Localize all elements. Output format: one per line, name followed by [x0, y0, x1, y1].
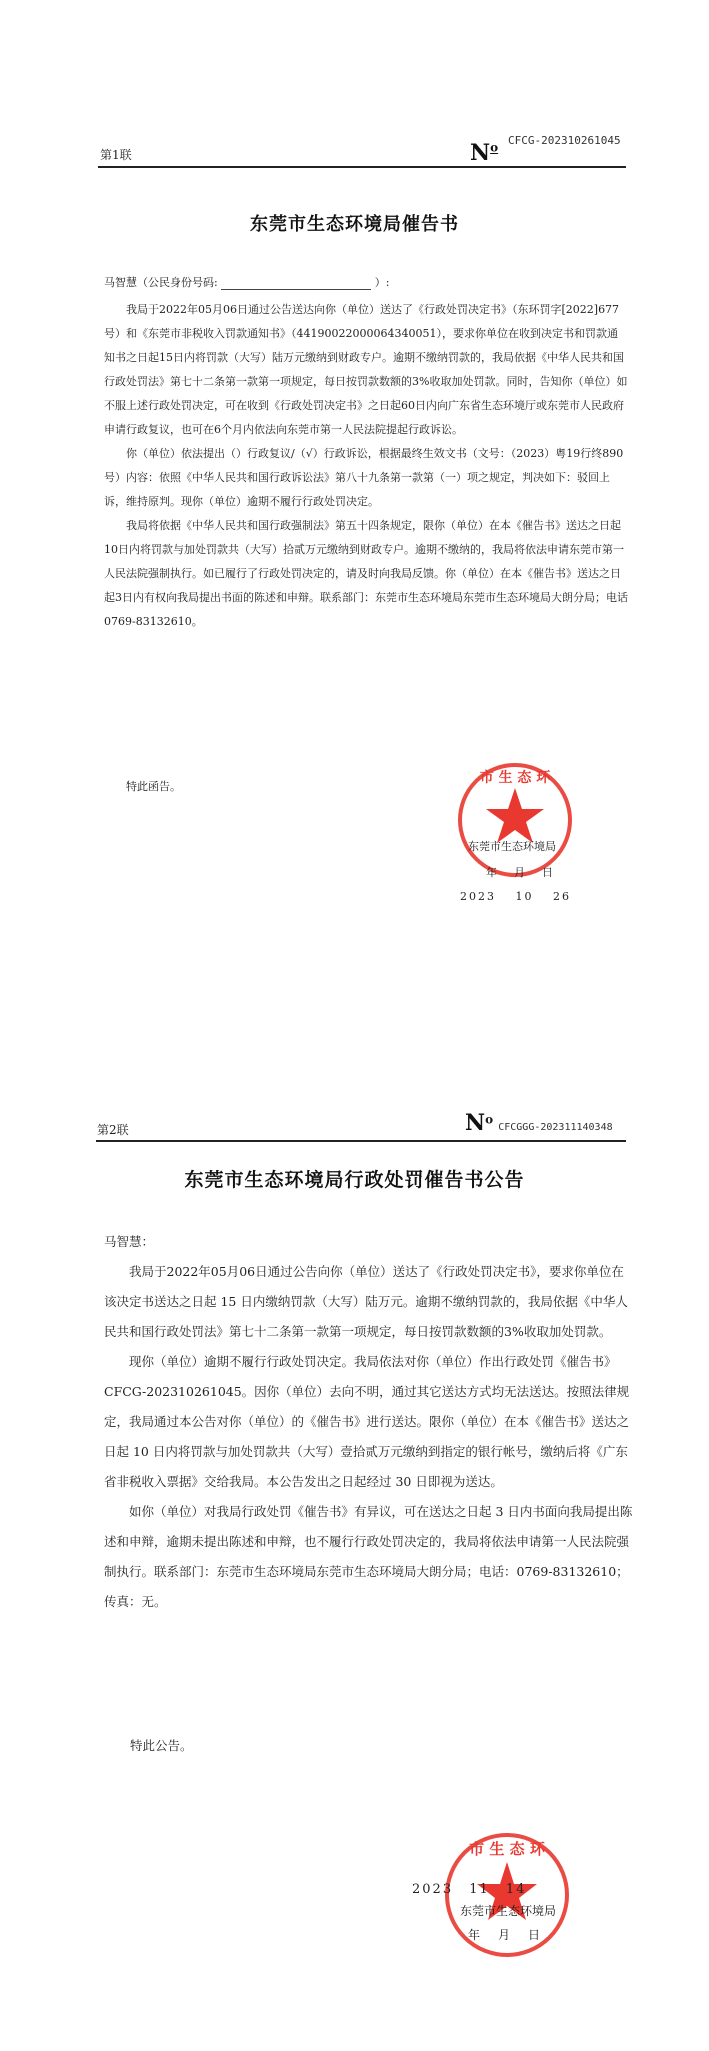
signatory: 东莞市生态环境局: [468, 840, 556, 853]
closing-text: 特此公告。: [130, 1738, 193, 1753]
serial-code: CFCG-202310261045: [508, 134, 621, 147]
paragraph: 我局于2022年05月06日通过公告送达向你（单位）送达了《行政处罚决定书》（东环罚字[2022]677号）和《东莞市非税收入罚款通知书》（441900220000643400​51），要求你单位在收到决定书和罚款通知书之日起15日内将罚款（大写）陆万元缴纳到财政专户。逾期不缴纳罚款的，我局依据《中华人民共和国行政处罚法》第七十二条第一款第一项规定，每日按罚款数额的3%收取加处罚款。同时，告知你（单位）如不服上述行政处罚决定，可在收到《行政处罚决定书》之日起60日内向广东省生态环境厅或东莞市人民政府申请行政复议，也可在6个月内依法向东莞市第一人民法院提起行政诉讼。: [104, 303, 628, 436]
copy-label: 第2联: [97, 1123, 129, 1137]
paragraph: 现你（单位）逾期不履行行政处罚决定。我局依法对你（单位）作出行政处罚《催告书》CFCG-202310261045。因你（单位）去向不明，通过其它送达方式均无法送达。按照法律规定，我局通过本公告对你（单位）的《催告书》进行送达。限你（单位）在本《催告书》送达之日起 10 日内将罚款与加处罚款共（大写）壹拾贰万元缴纳到指定的银行帐号，缴纳后将《广东省非税收入票据》交给我局。本公告发出之日起经过 30 日即视为送达。: [104, 1354, 630, 1489]
page-title: 东莞市生态环境局催告书: [250, 214, 459, 235]
number-label: $N^o$ CFCGGG-202311140348: [465, 1110, 613, 1136]
issue-date: 2023 11 14: [412, 1882, 527, 1897]
copy-label: 第1联: [100, 148, 132, 162]
page-title: 东莞市生态环境局行政处罚催告书公告: [184, 1169, 525, 1191]
paragraph: 我局于2022年05月06日通过公告向你（单位）送达了《行政处罚决定书》，要求你单位在该决定书送达之日起 15 日内缴纳罚款（大写）陆万元。逾期不缴纳罚款的，我局依据《中华人民共和国行政处罚法》第七十二条第一款第一项规定，每日按罚款数额的3%收取加处罚款。: [104, 1264, 628, 1339]
number-label: $N^o$: [470, 140, 499, 166]
sign-date-line: 年 月 日: [486, 866, 556, 879]
notice-page-2: [0, 1000, 709, 2051]
recipient-line: 马智慧：: [104, 1234, 155, 1249]
notice-body: [104, 298, 628, 634]
recipient-line: 马智慧（公民身份号码: ）:: [104, 276, 390, 289]
signatory: 东莞市生态环境局: [460, 1904, 557, 1918]
paragraph: 如你（单位）对我局行政处罚《催告书》有异议，可在送达之日起 3 日内书面向我局提出陈述和申辩，逾期未提出陈述和申辩，也不履行行政处罚决定的，我局将依法申请第一人民法院强制执行。联系部门：东莞市生态环境局东莞市生态环境局大朗分局；电话：0769-83132610；传真：无。: [104, 1504, 633, 1609]
official-seal: [455, 760, 575, 880]
header-rule: [96, 1140, 626, 1142]
svg-text:市 生 态 环: 市 生 态 环: [479, 770, 551, 786]
paragraph: 我局将依据《中华人民共和国行政强制法》第五十四条规定，限你（单位）在本《催告书》送达之日起10日内将罚款与加处罚款共（大写）拾贰万元缴纳到财政专户。逾期不缴纳的，我局将依法申请东莞市第一人民法院强制执行。如已履行了行政处罚决定的，请及时向我局反馈。你（单位）在本《催告书》送达之日起3日内有权向我局提出书面的陈述和申辩。联系部门：东莞市生态环境局东莞市生态环境局大朗分局；电话0769-83132610。: [104, 519, 628, 628]
notice-body: [104, 1227, 634, 1617]
paragraph: 你（单位）依法提出（）行政复议/（√）行政诉讼，根据最终生效文书（文号：（2023）粤19行终890号）内容：依照《中华人民共和国行政诉讼法》第八十九条第一款第（一）项之规定，判决如下：驳回上诉，维持原判。现你（单位）逾期不履行行政处罚决定。: [104, 447, 624, 508]
svg-text:市 生 态 环: 市 生 态 环: [469, 1840, 545, 1858]
sign-date-line: 年 月 日: [468, 1928, 544, 1942]
issue-date: 2023 10 26: [460, 890, 571, 903]
header-rule: [98, 166, 626, 168]
closing-text: 特此函告。: [126, 780, 181, 793]
notice-page-1: [0, 0, 709, 1000]
